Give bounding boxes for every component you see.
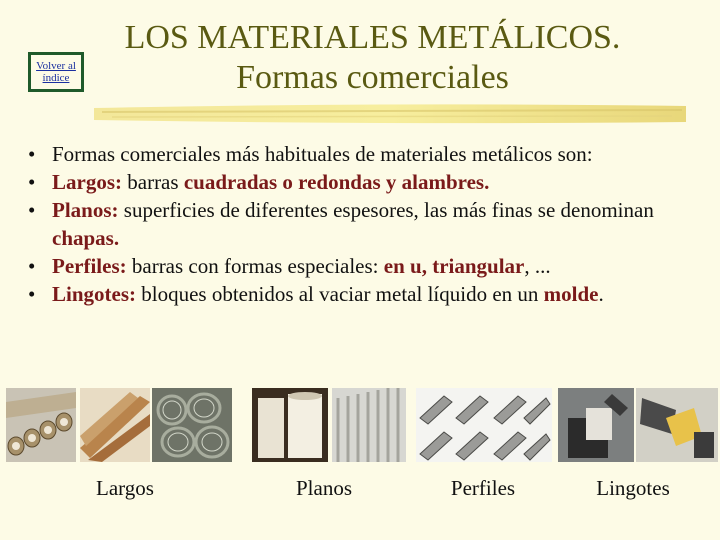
bullet-icon: • [28,170,36,194]
caption-lingotes: Lingotes [596,476,670,500]
caption-planos: Planos [295,476,352,500]
bullet-highlight: cuadradas o redondas y alambres. [183,170,490,194]
bullet-text: . [598,282,604,306]
bullet-label: Largos: [52,170,122,194]
title-underline-brushstroke [92,100,688,126]
bullet-icon: • [28,282,36,306]
bullet-text: barras con formas especiales: [126,254,384,278]
photo-ingot-mold [558,388,634,462]
bullet-icon: • [28,198,36,222]
title-line-2: Formas comerciales [236,59,509,96]
bullet-label: Perfiles: [52,254,127,278]
bullet-text: , ... [524,254,551,278]
back-to-index-button[interactable] [28,52,84,92]
bullet-icon: • [28,142,36,166]
bullet-item-largos [28,168,708,196]
bullet-highlight: en u, triangular [383,254,525,278]
bullet-highlight: molde [543,282,599,306]
photo-bars [80,388,150,462]
photo-molten-metal [636,388,718,462]
bullet-icon: • [28,254,36,278]
page-title [100,18,645,98]
photo-tubes [6,388,76,462]
bullet-text: bloques obtenidos al vaciar metal líquido en un [136,282,544,306]
photo-gallery [6,388,718,468]
bullet-item-planos [28,196,708,252]
bullet-item-perfiles [28,252,708,280]
bullet-text: Formas comerciales más habituales de materiales metálicos son: [52,142,593,166]
bullet-highlight: chapas. [52,226,120,250]
bullet-label: Lingotes: [52,282,136,306]
bullet-item-lingotes [28,280,708,308]
bullet-list [28,140,708,308]
photo-corrugated-sheets [332,388,406,462]
photo-sheet-rolls [252,388,328,462]
title-line-1: LOS MATERIALES METÁLICOS. [124,19,621,56]
caption-perfiles: Perfiles [450,476,516,500]
photo-profiles [416,388,552,462]
bullet-text: superficies de diferentes espesores, las más finas se denominan [118,198,654,222]
photo-wire-coils [152,388,232,462]
bullet-text: barras [122,170,184,194]
bullet-label: Planos: [52,198,119,222]
caption-largos: Largos [96,476,154,500]
bullet-item-intro [28,140,708,168]
back-to-index-label[interactable]: Volver al índice [36,60,76,84]
